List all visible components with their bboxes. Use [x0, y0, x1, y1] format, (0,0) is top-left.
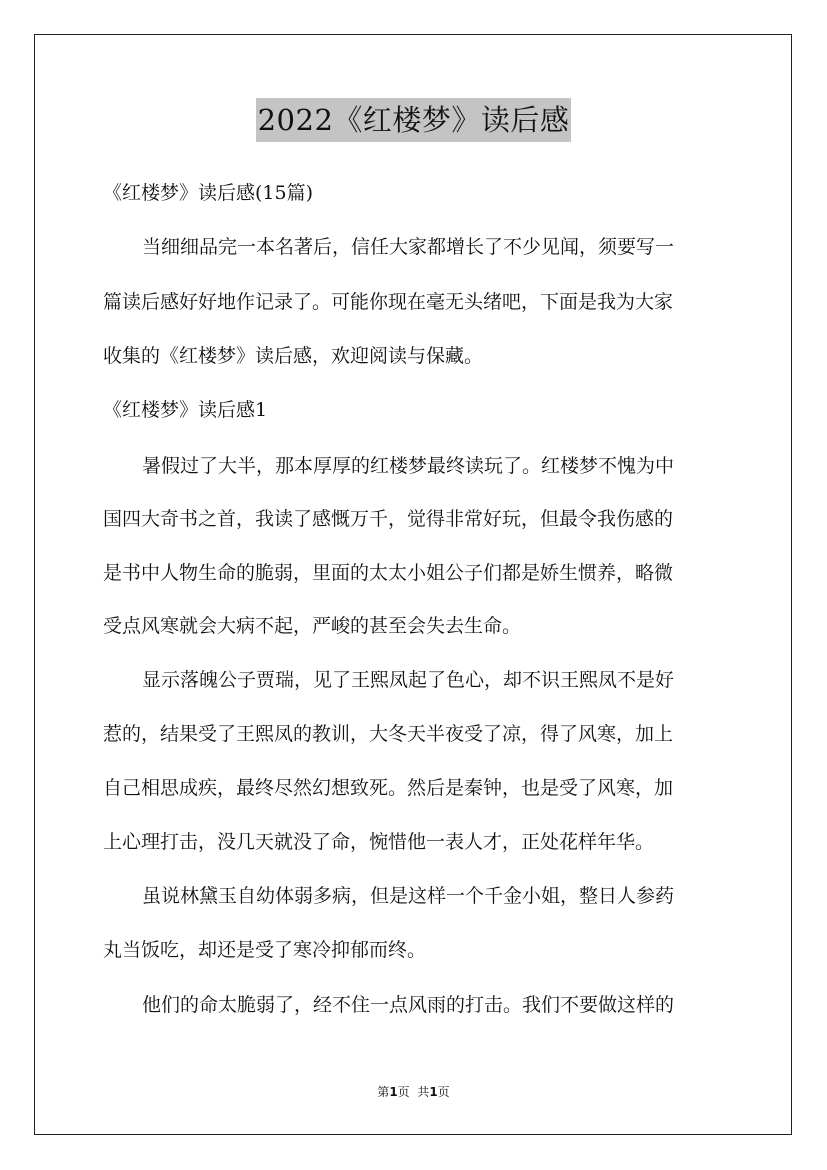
intro-line: 当细细品完一本名著后，信任大家都增长了不少见闻，须要写一 [142, 236, 675, 258]
paragraph-line: 暑假过了大半，那本厚厚的红楼梦最终读玩了。红楼梦不愧为中 [142, 455, 675, 477]
paragraph-line: 他们的命太脆弱了，经不住一点风雨的打击。我们不要做这样的 [142, 994, 675, 1016]
intro-line: 篇读后感好好地作记录了。可能你现在毫无头绪吧，下面是我为大家 [103, 291, 674, 313]
paragraph-line: 国四大奇书之首，我读了感慨万千，觉得非常好玩，但最令我伤感的 [103, 508, 674, 530]
paragraph-line: 显示落魄公子贾瑞，见了王熙凤起了色心，却不识王熙凤不是好 [142, 669, 675, 691]
title-container [0, 98, 827, 142]
page-number: 1 [389, 1085, 398, 1099]
page-footer [0, 1083, 827, 1100]
paragraph-line: 丸当饭吃，却还是受了寒冷抑郁而终。 [103, 939, 427, 961]
subtitle: 《红楼梦》读后感(15篇) [103, 182, 314, 204]
paragraph-line: 虽说林黛玉自幼体弱多病，但是这样一个千金小姐，整日人参药 [142, 885, 675, 907]
paragraph-line: 是书中人物生命的脆弱，里面的太太小姐公子们都是娇生惯养，略微 [103, 562, 674, 584]
footer-prefix: 第 [377, 1085, 390, 1099]
footer-suffix: 页 [437, 1085, 450, 1099]
document-title: 2022《红楼梦》读后感 [256, 98, 572, 142]
paragraph-line: 惹的，结果受了王熙凤的教训，大冬天半夜受了凉，得了风寒，加上 [103, 723, 674, 745]
footer-mid: 页 共 [397, 1085, 430, 1099]
intro-line: 收集的《红楼梦》读后感，欢迎阅读与保藏。 [103, 345, 484, 367]
paragraph-line: 自己相思成疾，最终尽然幻想致死。然后是秦钟，也是受了风寒，加 [103, 777, 674, 799]
section-heading: 《红楼梦》读后感1 [103, 399, 268, 421]
paragraph-line: 上心理打击，没几天就没了命，惋惜他一表人才，正处花样年华。 [103, 831, 655, 853]
paragraph-line: 受点风寒就会大病不起，严峻的甚至会失去生命。 [103, 615, 522, 637]
total-pages: 1 [429, 1085, 438, 1099]
